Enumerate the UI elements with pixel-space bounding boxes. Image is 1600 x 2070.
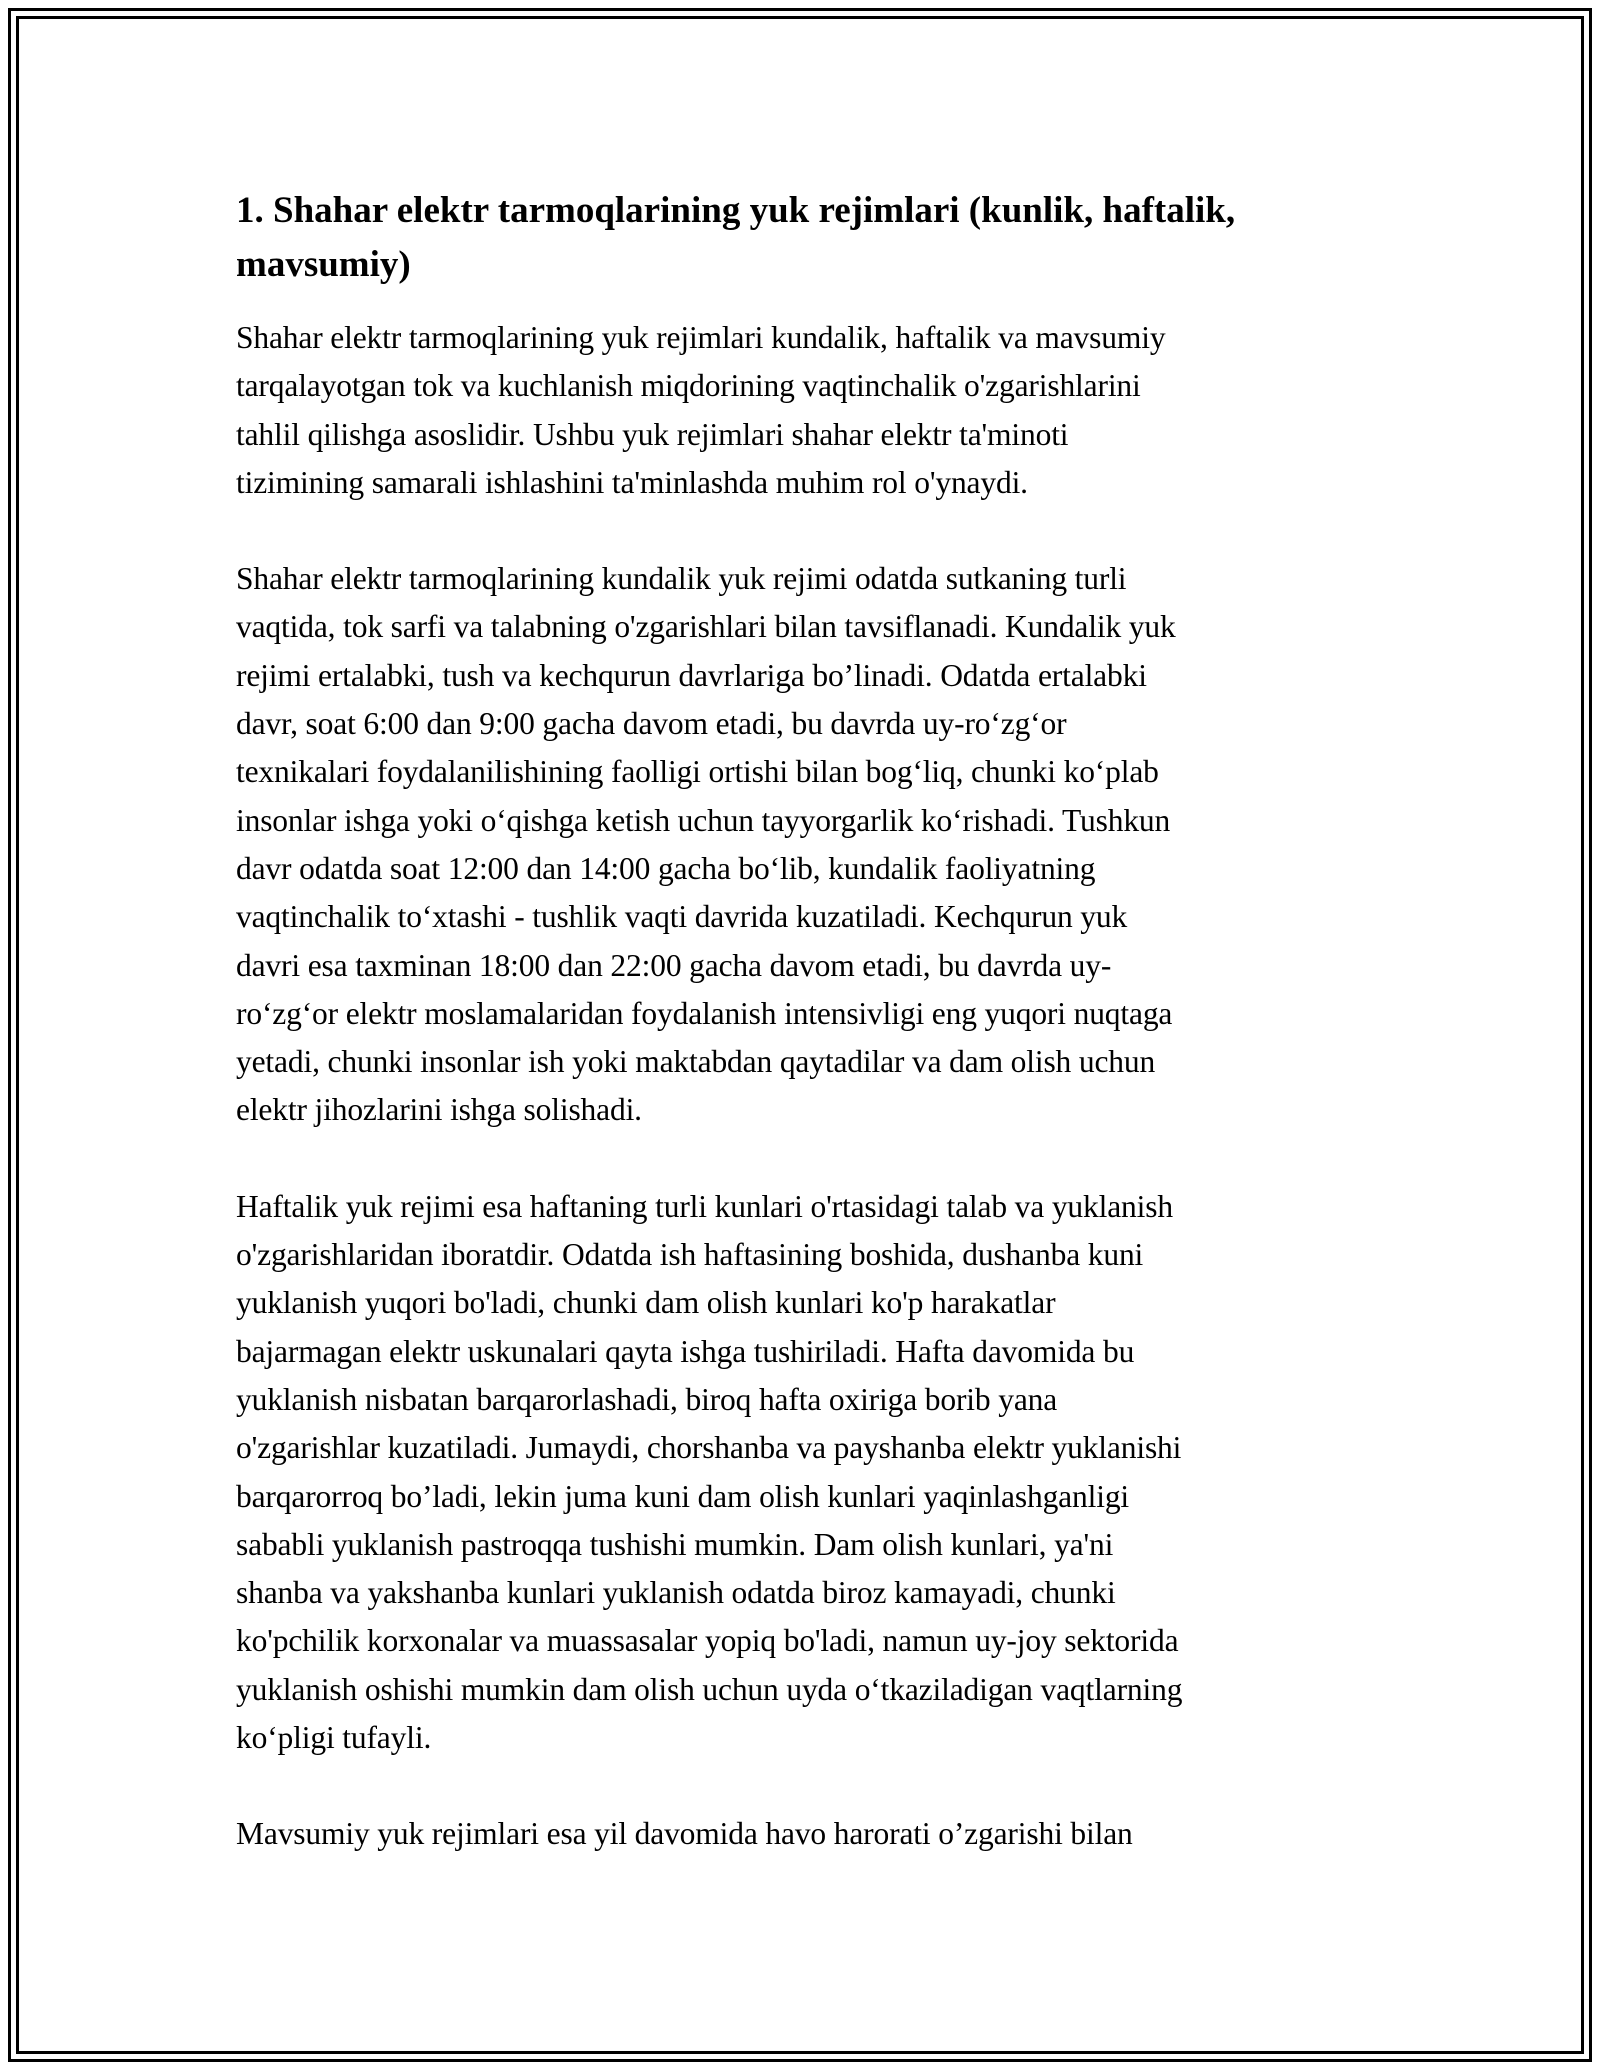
paragraph-daily-load: Shahar elektr tarmoqlarining kundalik yuk rejimi odatda sutkaning turli vaqtida, tok sarfi va talabning o'zgarishlari bilan tavsiflanadi. Kundalik yuk rejimi ertalabki, tush va kechqurun davrlariga bo’linadi. Odatda ertalabki davr, soat 6:00 dan 9:00 gacha davom etadi, bu davrda uy-ro‘zg‘or texnikalari foydalanilishining faolligi ortishi bilan bog‘liq, chunki ko‘plab insonlar ishga yoki o‘qishga ketish uchun tayyorgarlik ko‘rishadi. Tushkun davr odatda soat 12:00 dan 14:00 gacha bo‘lib, kundalik faoliyatning vaqtinchalik to‘xtashi - tushlik vaqti davrida kuzatiladi. Kechqurun yuk davri esa taxminan 18:00 dan 22:00 gacha davom etadi, bu davrda uy- ro‘zg‘or elektr moslamalaridan foydalanish intensivligi eng yuqori nuqtaga yetadi, chunki insonlar ish yoki maktabdan qaytadilar va dam olish uchun elektr jihozlarini ishga solishadi. — [236, 561, 1176, 1128]
paragraph-intro: Shahar elektr tarmoqlarining yuk rejimlari kundalik, haftalik va mavsumiy tarqalayotgan tok va kuchlanish miqdorining vaqtinchalik o'zgarishlarini tahlil qilishga asoslidir. Ushbu yuk rejimlari shahar elektr ta'minoti tizimining samarali ishlashini ta'minlashda muhim rol o'ynaydi. — [236, 320, 1166, 500]
document-body — [236, 184, 1366, 1907]
paragraph-weekly-load: Haftalik yuk rejimi esa haftaning turli kunlari o'rtasidagi talab va yuklanish o'zgarishlaridan iboratdir. Odatda ish haftasining boshida, dushanba kuni yuklanish yuqori bo'ladi, chunki dam olish kunlari ko'p harakatlar bajarmagan elektr uskunalari qayta ishga tushiriladi. Hafta davomida bu yuklanish nisbatan barqarorlashadi, biroq hafta oxiriga borib yana o'zgarishlar kuzatiladi. Jumaydi, chorshanba va payshanba elektr yuklanishi barqarorroq bo’ladi, lekin juma kuni dam olish kunlari yaqinlashganligi sababli yuklanish pastroqqa tushishi mumkin. Dam olish kunlari, ya'ni shanba va yakshanba kunlari yuklanish odatda biroz kamayadi, chunki ko'pchilik korxonalar va muassasalar yopiq bo'ladi, namun uy-joy sektorida yuklanish oshishi mumkin dam olish uchun uyda o‘tkaziladigan vaqtlarning ko‘pligi tufayli. — [236, 1188, 1183, 1756]
paragraph-seasonal-load: Mavsumiy yuk rejimlari esa yil davomida havo harorati o’zgarishi bilan — [236, 1816, 1133, 1852]
section-heading: 1. Shahar elektr tarmoqlarining yuk rejimlari (kunlik, haftalik, mavsumiy) — [236, 190, 1236, 285]
